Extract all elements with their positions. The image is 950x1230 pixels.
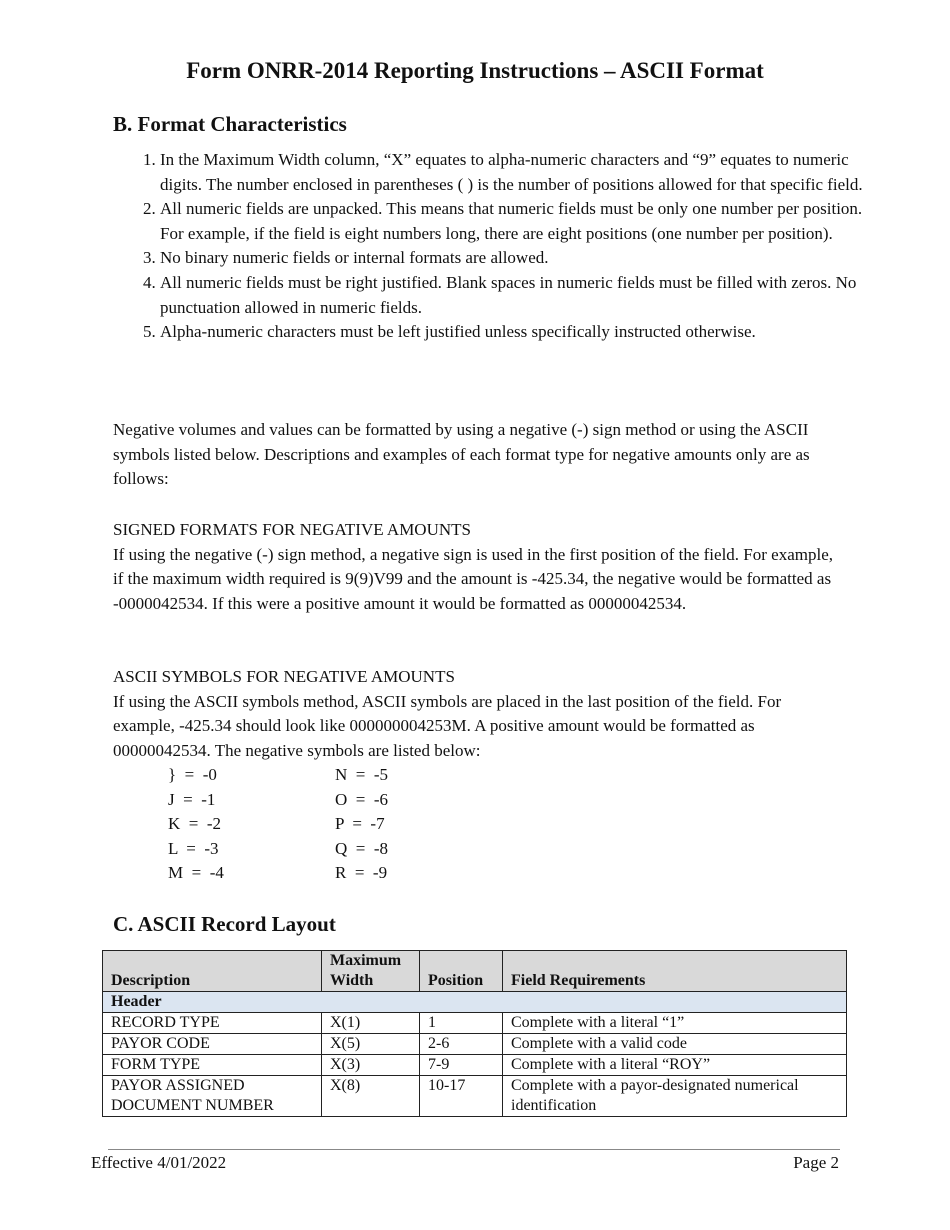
symbol-entry: M = -4 [168, 863, 224, 883]
cell-position: 7-9 [420, 1055, 503, 1076]
footer-page-number: Page 2 [793, 1153, 839, 1172]
cell-description: RECORD TYPE [103, 1013, 322, 1034]
cell-field-requirements: Complete with a literal “1” [503, 1013, 847, 1034]
symbols-column-left [168, 763, 224, 886]
list-item: 1. In the Maximum Width column, “X” equates to alpha-numeric characters and “9” equates to numeric digits. The number enclosed in parentheses ( ) is the number of positions allowed for that specific field. [160, 148, 890, 197]
symbol-entry: O = -6 [335, 789, 389, 809]
footer-effective-date: Effective 4/01/2022 [91, 1153, 227, 1172]
ascii-symbols-block [113, 665, 838, 763]
header-group-label: Header [103, 992, 847, 1013]
table-row [103, 1055, 847, 1076]
section-c-heading: C. ASCII Record Layout [113, 912, 336, 936]
cell-position: 2-6 [420, 1034, 503, 1055]
format-rules-list [113, 148, 890, 345]
cell-field-requirements: Complete with a literal “ROY” [503, 1055, 847, 1076]
negative-intro-paragraph: Negative volumes and values can be formatted by using a negative (-) sign method or using the ASCII symbols listed below. Descriptions and examples of each format type for negative amounts only are as follows: [113, 420, 810, 489]
table-row [103, 1076, 847, 1117]
table-row [103, 1013, 847, 1034]
symbol-entry: J = -1 [168, 789, 216, 809]
signed-formats-heading: SIGNED FORMATS FOR NEGATIVE AMOUNTS [113, 520, 471, 539]
symbol-entry: R = -9 [335, 863, 388, 883]
symbols-column-right [335, 763, 388, 886]
cell-field-requirements: Complete with a valid code [503, 1034, 847, 1055]
signed-formats-text: If using the negative (-) sign method, a negative sign is used in the first position of the field. For example, if the maximum width required is 9(9)V99 and the amount is -425.34, the negative would be formatted as -0000042534. If this were a positive amount it would be formatted as 00000042534. [113, 544, 833, 613]
column-header-position: Position [420, 951, 503, 992]
cell-maximum-width: X(1) [322, 1013, 420, 1034]
cell-description: FORM TYPE [103, 1055, 322, 1076]
list-item: 2. All numeric fields are unpacked. This means that numeric fields must be only one number per position. For example, if the field is eight numbers long, there are eight positions (one number per position). [160, 197, 890, 246]
cell-maximum-width: X(8) [322, 1076, 420, 1117]
cell-field-requirements: Complete with a payor-designated numerical identification [503, 1076, 847, 1117]
cell-position: 1 [420, 1013, 503, 1034]
ascii-symbols-heading: ASCII SYMBOLS FOR NEGATIVE AMOUNTS [113, 667, 455, 686]
signed-formats-block [113, 518, 838, 616]
cell-position: 10-17 [420, 1076, 503, 1117]
symbol-entry: L = -3 [168, 838, 219, 858]
ascii-symbols-text: If using the ASCII symbols method, ASCII symbols are placed in the last position of the field. For example, -425.34 should look like 000000004253M. A positive amount would be formatted as 00000042534. The negative symbols are listed below: [113, 691, 782, 760]
column-header-description: Description [103, 951, 322, 992]
cell-maximum-width: X(5) [322, 1034, 420, 1055]
symbol-entry: K = -2 [168, 814, 222, 834]
list-item: 3. No binary numeric fields or internal formats are allowed. [160, 246, 890, 271]
list-item: 4. All numeric fields must be right justified. Blank spaces in numeric fields must be filled with zeros. No punctuation allowed in numeric fields. [160, 271, 890, 320]
list-item: 5. Alpha-numeric characters must be left justified unless specifically instructed otherwise. [160, 320, 890, 345]
symbol-entry: P = -7 [335, 814, 385, 834]
table-row [103, 1034, 847, 1055]
page-title: Form ONRR-2014 Reporting Instructions – ASCII Format [186, 58, 764, 83]
table-group-row [103, 992, 847, 1013]
symbol-entry: } = -0 [168, 765, 217, 784]
column-header-field-requirements: Field Requirements [503, 951, 847, 992]
cell-description: PAYOR CODE [103, 1034, 322, 1055]
footer-divider [108, 1149, 840, 1150]
column-header-maximum-width: Maximum Width [322, 951, 420, 992]
symbol-entry: N = -5 [335, 765, 389, 784]
ascii-record-layout-table [102, 950, 847, 1117]
cell-description: PAYOR ASSIGNED DOCUMENT NUMBER [103, 1076, 322, 1117]
symbol-entry: Q = -8 [335, 838, 389, 858]
section-b-heading: B. Format Characteristics [113, 112, 347, 136]
cell-maximum-width: X(3) [322, 1055, 420, 1076]
table-header-row [103, 951, 847, 992]
